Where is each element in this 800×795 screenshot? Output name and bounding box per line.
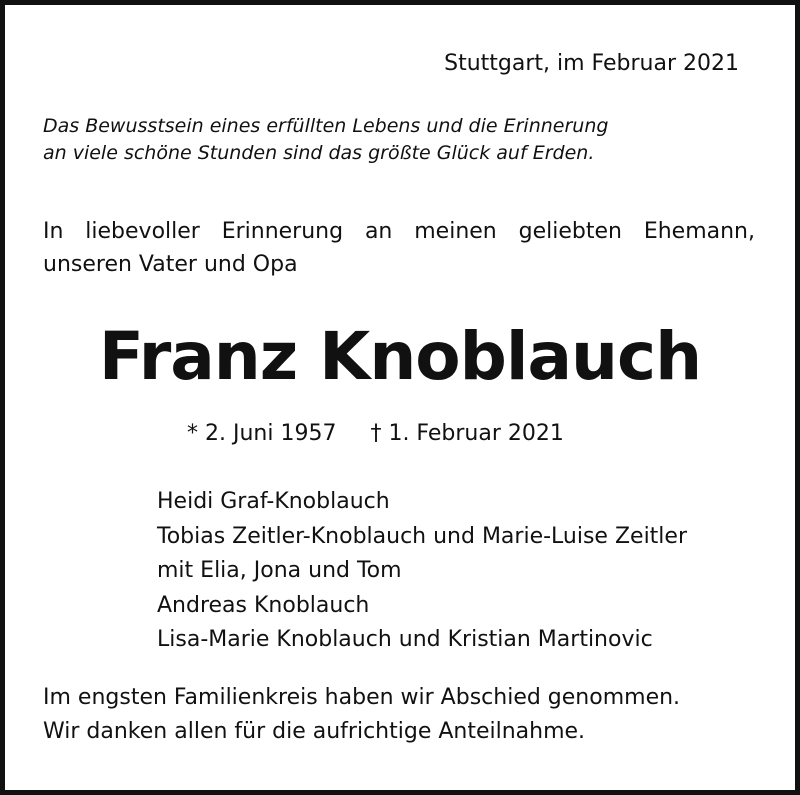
closing-line-2: Wir danken allen für die aufrichtige Anteilnahme. xyxy=(43,719,586,744)
quote-line-2: an viele schöne Stunden sind das größte Glück auf Erden. xyxy=(43,142,595,164)
family-list xyxy=(157,485,687,658)
life-dates xyxy=(187,419,564,449)
intro-word: In xyxy=(43,219,64,244)
intro-word: Erinnerung xyxy=(221,219,344,244)
deceased-name: Franz Knoblauch xyxy=(98,318,702,395)
place-date: Stuttgart, im Februar 2021 xyxy=(444,51,739,76)
quote-line-1: Das Bewusstsein eines erfüllten Lebens und die Erinnerung xyxy=(43,115,609,137)
birth-date: * 2. Juni 1957 xyxy=(187,421,337,446)
family-member: Heidi Graf-Knoblauch xyxy=(157,489,390,514)
intro-text xyxy=(43,215,755,281)
family-member: mit Elia, Jona und Tom xyxy=(157,558,402,583)
intro-word: an xyxy=(364,219,393,244)
family-member: Andreas Knoblauch xyxy=(157,592,370,618)
closing-text xyxy=(43,681,680,749)
intro-line-2: unseren Vater und Opa xyxy=(43,252,298,277)
intro-word: meinen xyxy=(414,219,497,244)
closing-line-1: Im engsten Familienkreis haben wir Abschied genommen. xyxy=(43,685,681,710)
intro-word: Ehemann, xyxy=(643,219,755,244)
intro-word: liebevoller xyxy=(85,219,200,244)
memorial-quote xyxy=(43,113,608,167)
intro-word: geliebten xyxy=(518,219,622,244)
family-member: Tobias Zeitler-Knoblauch und Marie-Luise Zeitler xyxy=(157,523,687,549)
family-member: Lisa-Marie Knoblauch und Kristian Martinovic xyxy=(157,627,653,652)
death-date: † 1. Februar 2021 xyxy=(370,421,564,446)
intro-line-1 xyxy=(43,215,755,248)
